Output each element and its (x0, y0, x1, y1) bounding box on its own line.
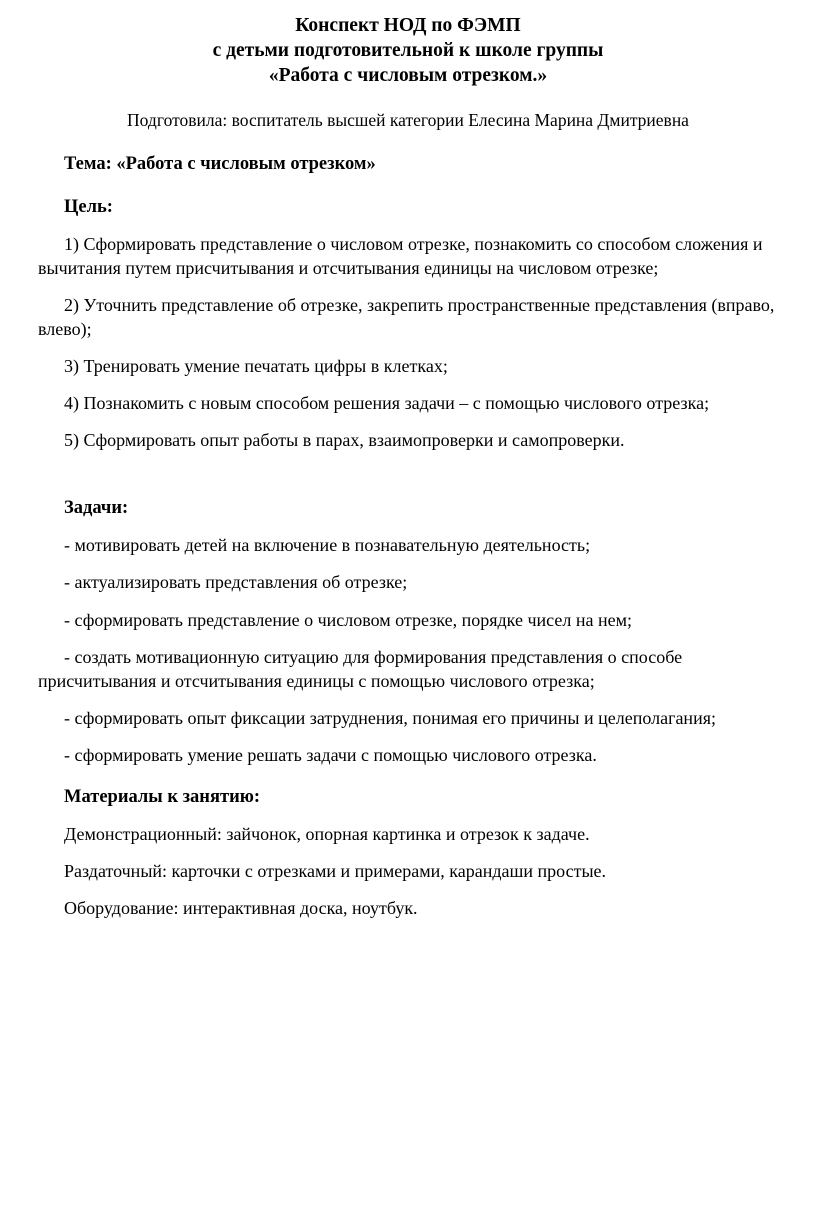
section-spacer (38, 452, 778, 478)
goal-item: 4) Познакомить с новым способом решения задачи – с помощью числового отрезка; (64, 393, 710, 414)
materials-item: Раздаточный: карточки с отрезками и примерами, карандаши простые. (64, 861, 607, 882)
author-line: Подготовила: воспитатель высшей категории Елесина Марина Дмитриевна (127, 109, 689, 130)
tasks-heading: Задачи: (64, 498, 129, 519)
title-line-2: с детьми подготовительной к школе группы (212, 39, 604, 61)
task-item: - создать мотивационную ситуацию для формирования представления о способе присчитывания и отсчитывания единицы с помощью числового отрезка; (38, 646, 683, 691)
title-line-1: Конспект НОД по ФЭМП (295, 15, 521, 36)
task-item: - мотивировать детей на включение в познавательную деятельность; (64, 535, 591, 556)
task-item: - сформировать представление о числовом отрезке, порядке чисел на нем; (64, 609, 632, 630)
document-title (38, 14, 778, 89)
task-item: - сформировать умение решать задачи с помощью числового отрезка. (64, 745, 597, 766)
task-item: - актуализировать представления об отрезке; (64, 572, 408, 593)
theme-heading: Тема: «Работа с числовым отрезком» (64, 153, 376, 174)
goal-item: 3) Тренировать умение печатать цифры в клетках; (64, 356, 448, 377)
task-item: - сформировать опыт фиксации затруднения, понимая его причины и целеполагания; (64, 707, 716, 728)
goal-item: 2) Уточнить представление об отрезке, закрепить пространственные представления (вправо, влево); (38, 294, 775, 339)
goal-item: 1) Сформировать представление о числовом отрезке, познакомить со способом сложения и вычитания путем присчитывания и отсчитывания единицы на числовом отрезке; (38, 233, 763, 278)
goal-heading: Цель: (64, 196, 113, 217)
title-line-3: «Работа с числовым отрезком.» (268, 64, 548, 86)
goal-item: 5) Сформировать опыт работы в парах, взаимопроверки и самопроверки. (64, 430, 625, 451)
materials-heading: Материалы к занятию: (64, 787, 261, 808)
materials-item: Оборудование: интерактивная доска, ноутбук. (64, 898, 418, 919)
materials-item: Демонстрационный: зайчонок, опорная картинка и отрезок к задаче. (64, 824, 590, 845)
